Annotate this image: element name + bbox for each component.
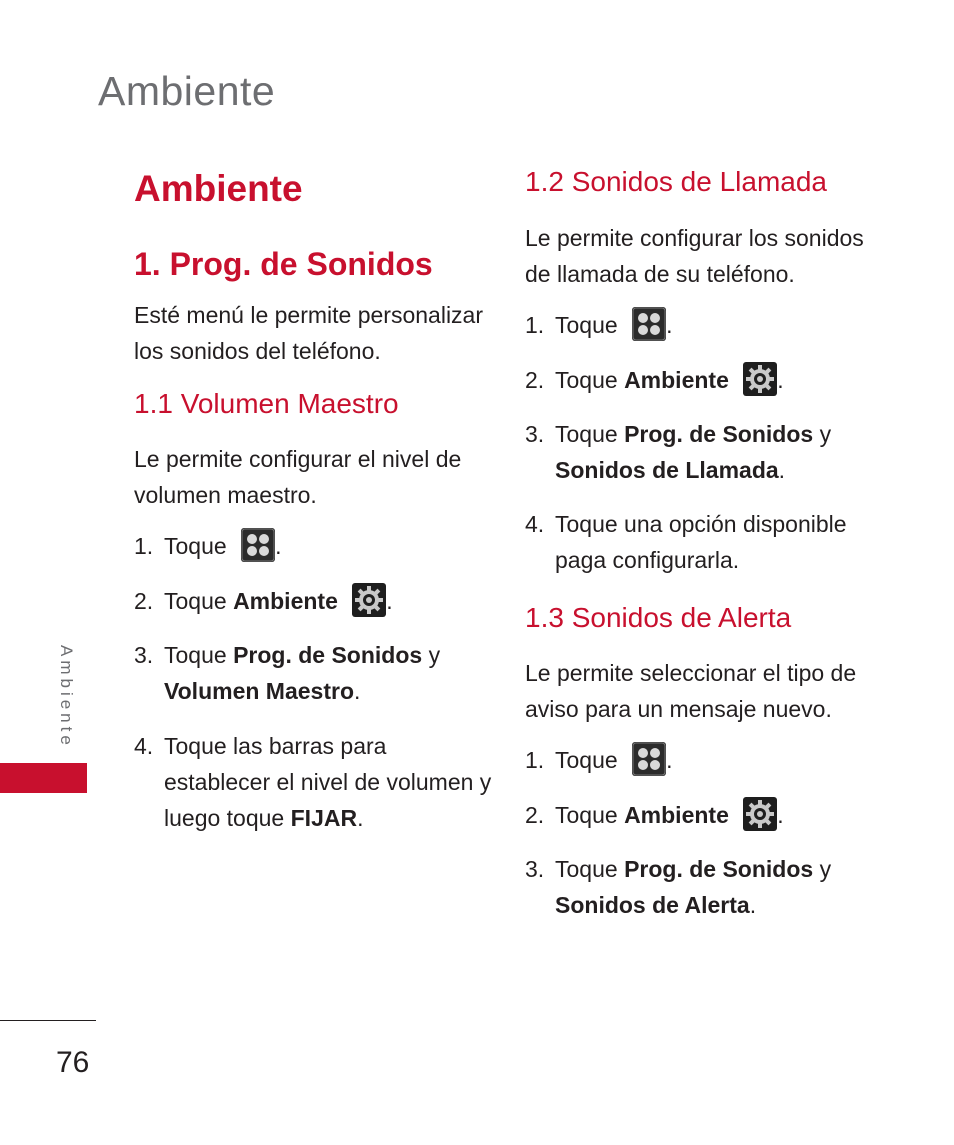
- page-number: 76: [56, 1046, 90, 1079]
- footer-divider: [0, 1020, 96, 1021]
- menu-grid-icon: [632, 307, 666, 341]
- sonidos-de-llamada-description: Le permite configurar los sonidos de llamada de su teléfono.: [525, 225, 864, 287]
- heading-volumen-maestro: 1.1 Volumen Maestro: [134, 388, 399, 419]
- step-item: 4. Toque una opción disponible paga configurarla.: [525, 511, 847, 573]
- chapter-tab-marker: [0, 763, 87, 793]
- step-item: 2. Toque Ambiente .: [134, 583, 494, 620]
- intro-paragraph: Esté menú le permite personalizar los sonidos del teléfono.: [134, 302, 483, 364]
- volumen-maestro-description: Le permite configurar el nivel de volumen maestro.: [134, 446, 462, 508]
- side-chapter-label: Ambiente: [57, 645, 76, 749]
- step-item: 3. Toque Prog. de Sonidos y Sonidos de Alerta.: [525, 856, 832, 918]
- settings-gear-icon: [743, 797, 777, 831]
- heading-prog-de-sonidos: 1. Prog. de Sonidos: [134, 246, 433, 282]
- step-item: 3. Toque Prog. de Sonidos y Volumen Maestro.: [134, 642, 441, 704]
- menu-grid-icon: [632, 742, 666, 776]
- heading-sonidos-de-alerta: 1.3 Sonidos de Alerta: [525, 602, 792, 633]
- step-item: 3. Toque Prog. de Sonidos y Sonidos de Llamada.: [525, 421, 832, 483]
- step-item: 1. Toque .: [134, 528, 494, 565]
- step-item: 1. Toque .: [525, 742, 885, 779]
- settings-gear-icon: [743, 362, 777, 396]
- step-item: 4. Toque las barras para establecer el nivel de volumen y luego toque FIJAR.: [134, 733, 492, 831]
- step-item: 2. Toque Ambiente .: [525, 362, 885, 399]
- page-header-title: Ambiente: [98, 68, 276, 114]
- settings-gear-icon: [352, 583, 386, 617]
- menu-grid-icon: [241, 528, 275, 562]
- step-item: 2. Toque Ambiente .: [525, 797, 885, 834]
- section-title: Ambiente: [134, 168, 303, 209]
- sonidos-de-alerta-description: Le permite seleccionar el tipo de aviso para un mensaje nuevo.: [525, 660, 857, 722]
- heading-sonidos-de-llamada: 1.2 Sonidos de Llamada: [525, 166, 827, 197]
- step-item: 1. Toque .: [525, 307, 885, 344]
